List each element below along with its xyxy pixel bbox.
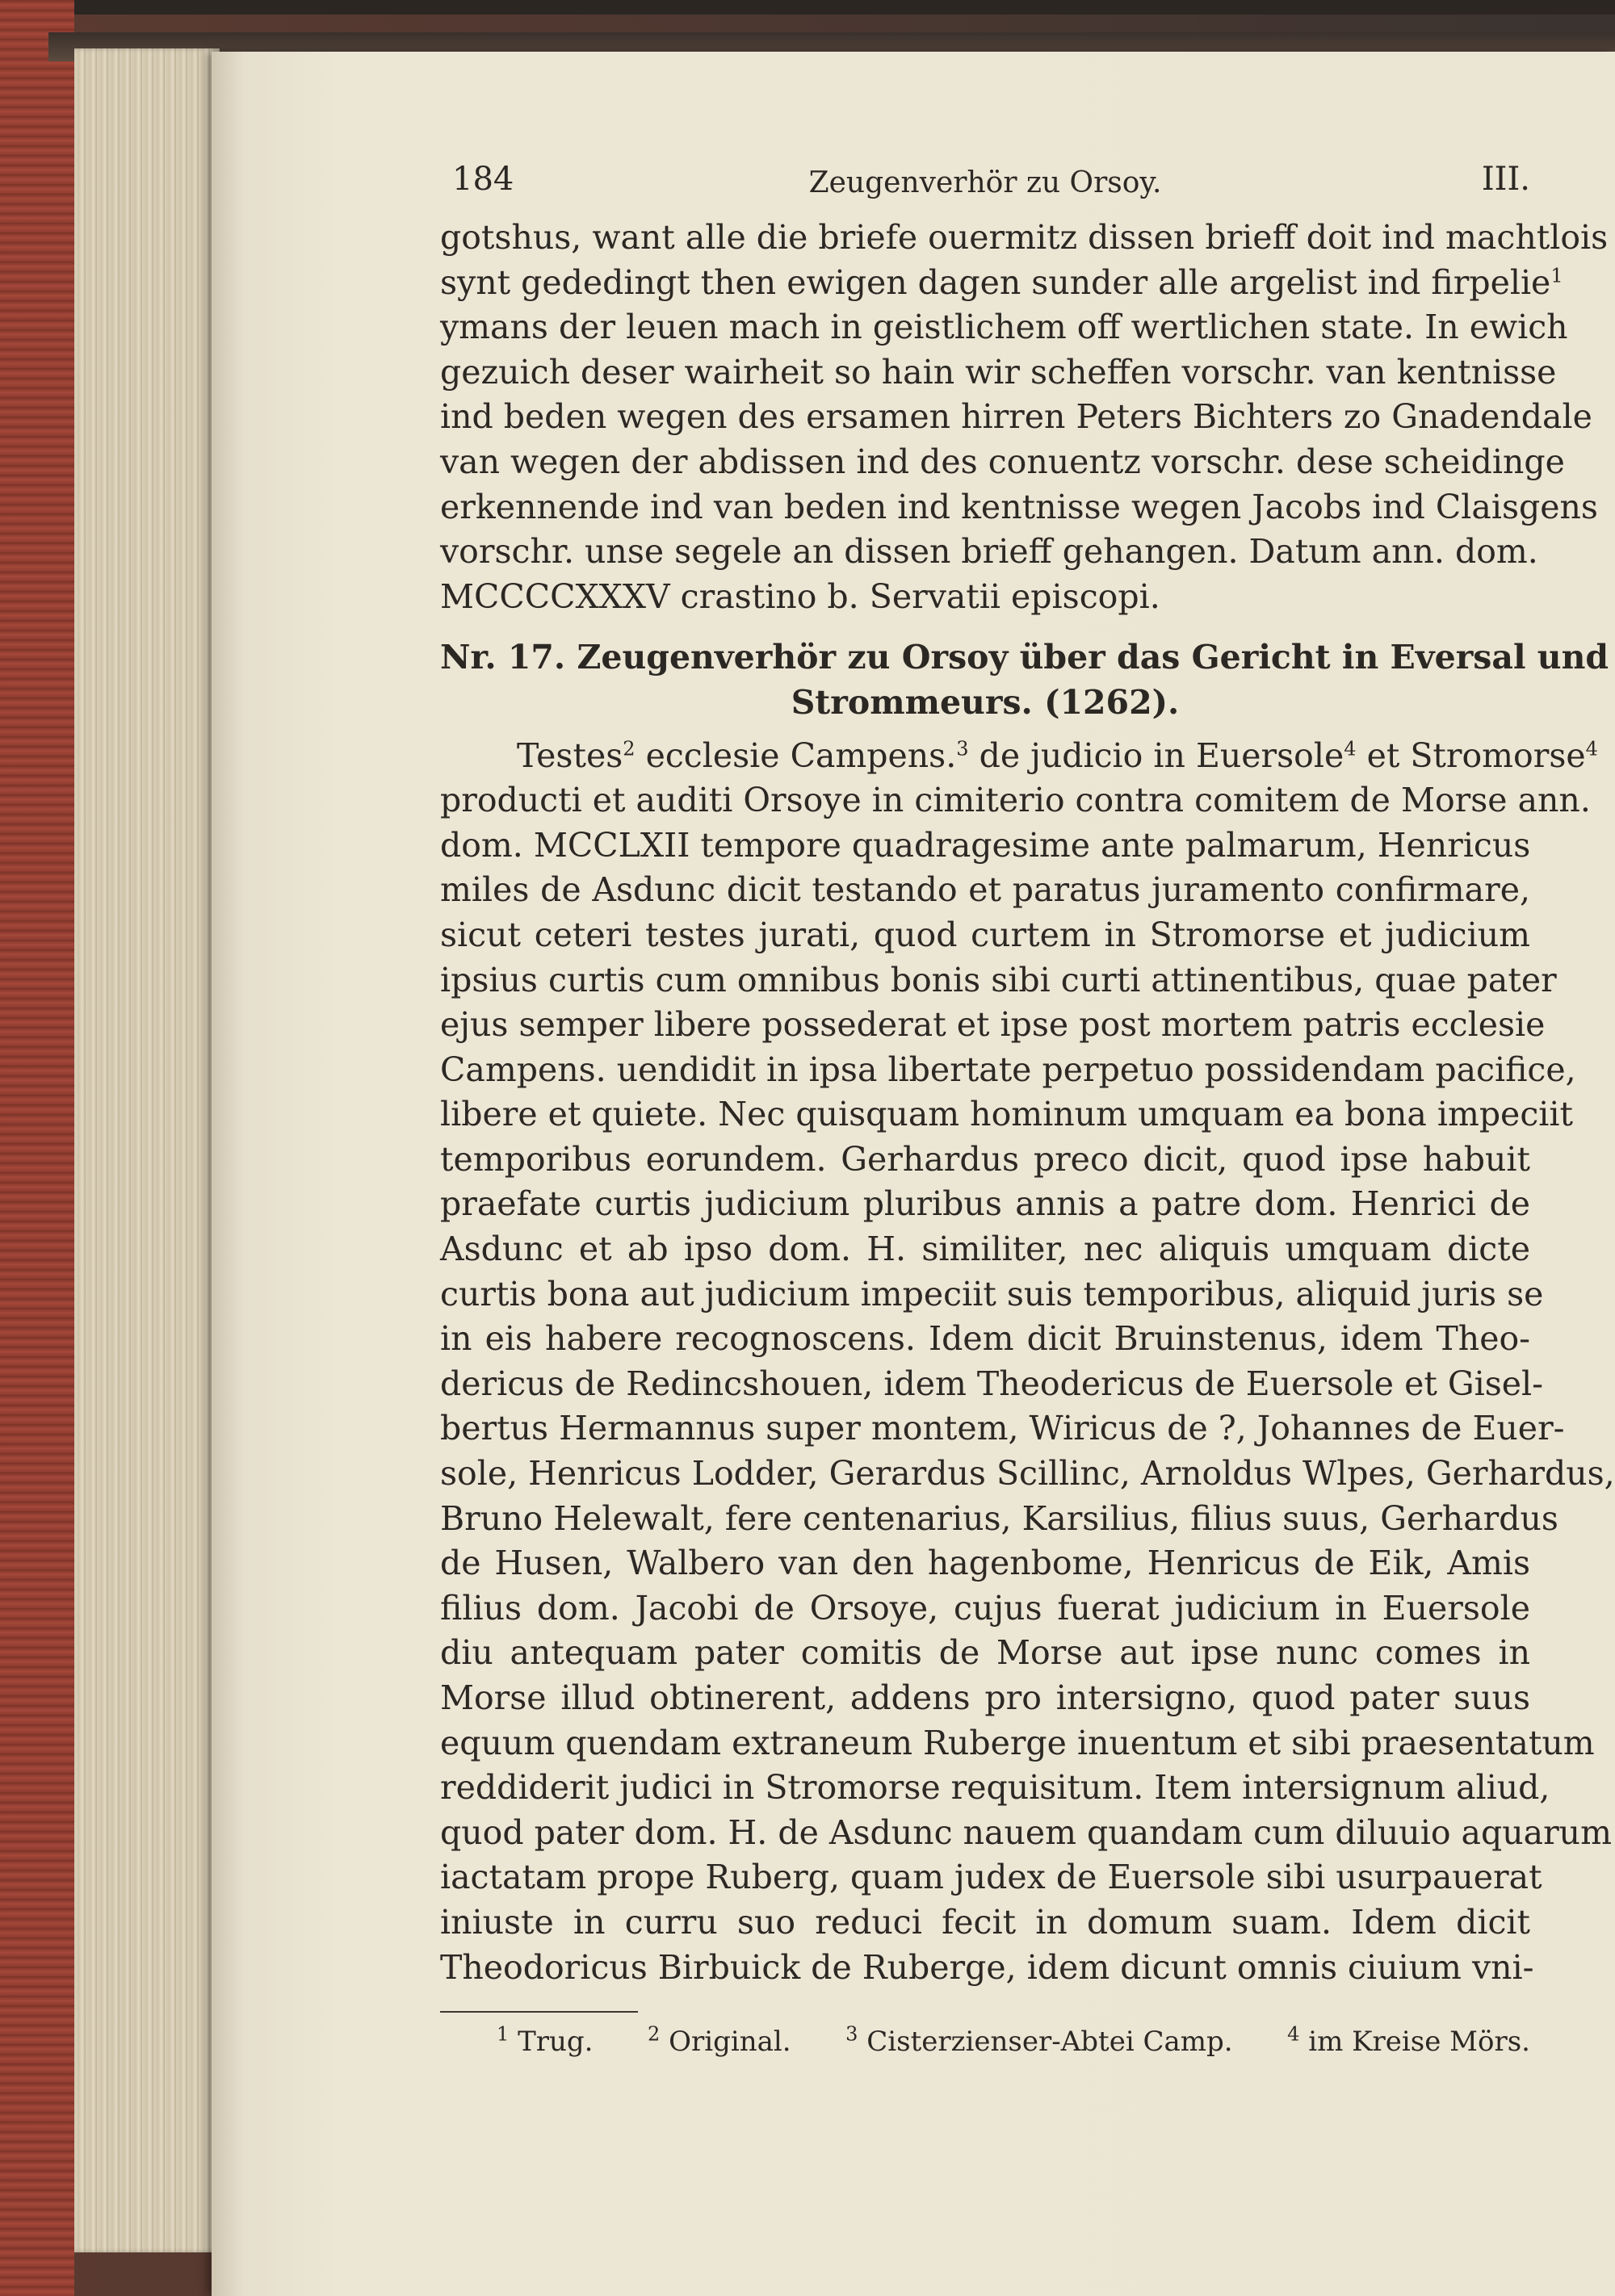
text-line: equum quendam extraneum Ruberge inuentum et sibi praesentatum <box>440 1723 1595 1762</box>
footnote-divider <box>440 2011 638 2013</box>
text-line: gotshus, want alle die briefe ouermitz dissen brieff doit ind machtlois <box>440 218 1609 257</box>
text-line: ind beden wegen des ersamen hirren Peters Bichters zo Gnadendale <box>440 397 1592 437</box>
text-line: vorschr. unse segele an dissen brieff gehangen. Datum ann. dom. <box>440 532 1538 572</box>
text-line: miles de Asdunc dicit testando et paratus juramento confirmare, <box>440 870 1530 910</box>
text-line: van wegen der abdissen ind des conuentz vorschr. dese scheidinge <box>440 442 1565 481</box>
text-line: de Husen, Walbero van den hagenbome, Henricus de Eik, Amis <box>440 1544 1530 1583</box>
paragraph-testimony <box>440 734 1615 1991</box>
footnote-3: $^3$ Cisterzienser-Abtei Camp. <box>845 2022 1233 2059</box>
text-line: synt gededingt then ewigen dagen sunder alle argelist ind firpelie$^1$ <box>440 262 1563 302</box>
heading-line: Nr. 17. Zeugenverhör zu Orsoy über das Gericht in Eversal und <box>440 638 1609 677</box>
text-line: sole, Henricus Lodder, Gerardus Scillinc, Arnoldus Wlpes, Gerhardus, <box>440 1454 1615 1494</box>
text-line: libere et quiete. Nec quisquam hominum umquam ea bona impeciit <box>440 1095 1573 1134</box>
paragraph-continuation <box>440 216 1609 619</box>
text-line: curtis bona aut judicium impeciit suis temporibus, aliquid juris se <box>440 1274 1544 1313</box>
text-line: Campens. uendidit in ipsa libertate perpetuo possidendam pacifice, <box>440 1050 1576 1089</box>
page-number: 184 <box>452 161 514 198</box>
footnote-ref: 1 <box>1550 263 1563 287</box>
section-number: III. <box>1481 161 1530 198</box>
text-line: Asdunc et ab ipso dom. H. similiter, nec aliquis umquam dicte <box>440 1230 1530 1269</box>
running-header <box>440 157 1530 206</box>
text-line: erkennende ind van beden ind kentnisse wegen Jacobs ind Claisgens <box>440 487 1598 526</box>
text-line: bertus Hermannus super montem, Wiricus de ?, Johannes de Euer- <box>440 1409 1565 1448</box>
text-line: Testes$^2$ ecclesie Campens.$^3$ de judicio in Euersole$^4$ et Stromorse$^4$ <box>517 735 1598 775</box>
page-edges <box>74 48 220 2252</box>
text-line: reddiderit judici in Stromorse requisitum. Item intersignum aliud, <box>440 1768 1550 1808</box>
running-title: Zeugenverhör zu Orsoy. <box>808 166 1162 199</box>
text-line: iactatam prope Ruberg, quam judex de Euersole sibi usurpauerat <box>440 1858 1542 1897</box>
document-heading <box>440 635 1609 725</box>
footnote-2: $^2$ Original. <box>648 2022 791 2059</box>
text-line: dericus de Redincshouen, idem Theodericus de Euersole et Gisel- <box>440 1364 1544 1403</box>
text-line: temporibus eorundem. Gerhardus preco dicit, quod ipse habuit <box>440 1139 1530 1179</box>
text-line: praefate curtis judicium pluribus annis a patre dom. Henrici de <box>440 1184 1530 1224</box>
text-line: in eis habere recognoscens. Idem dicit Bruinstenus, idem Theo- <box>440 1319 1530 1359</box>
text-line: ymans der leuen mach in geistlichem off wertlichen state. In ewich <box>440 308 1568 347</box>
text-line: Morse illud obtinerent, addens pro intersigno, quod pater suus <box>440 1678 1530 1717</box>
text-line: producti et auditi Orsoye in cimiterio contra comitem de Morse ann. <box>440 781 1591 820</box>
text-line: filius dom. Jacobi de Orsoye, cujus fuerat judicium in Euersole <box>440 1588 1530 1628</box>
text-line: ipsius curtis cum omnibus bonis sibi curti attinentibus, quae pater <box>440 960 1557 999</box>
footnote-1: $^1$ Trug. <box>497 2022 594 2059</box>
text-line: iniuste in curru suo reduci fecit in domum suam. Idem dicit <box>440 1902 1530 1942</box>
text-line: gezuich deser wairheit so hain wir scheffen vorschr. van kentnisse <box>440 352 1557 392</box>
page-text <box>440 157 1615 2059</box>
text-line: sicut ceteri testes jurati, quod curtem in Stromorse et judicium <box>440 915 1530 954</box>
text-line: ejus semper libere possederat et ipse post mortem patris ecclesie <box>440 1005 1546 1045</box>
text-line: Bruno Helewalt, fere centenarius, Karsilius, filius suus, Gerhardus <box>440 1498 1558 1538</box>
text-line: Theodoricus Birbuick de Ruberge, idem dicunt omnis ciuium vni- <box>440 1947 1534 1987</box>
text-line: diu antequam pater comitis de Morse aut ipse nunc comes in <box>440 1633 1530 1673</box>
footnote-4: $^4$ im Kreise Mörs. <box>1287 2022 1530 2059</box>
footnotes <box>440 2024 1530 2059</box>
book-spine <box>0 0 74 2296</box>
text-line: dom. MCCLXII tempore quadragesime ante palmarum, Henricus <box>440 825 1531 865</box>
text-line: quod pater dom. H. de Asdunc nauem quandam cum diluuio aquarum <box>440 1812 1612 1852</box>
heading-line: Strommeurs. (1262). <box>791 682 1180 722</box>
text-line: MCCCCXXXV crastino b. Servatii episcopi. <box>440 576 1160 616</box>
